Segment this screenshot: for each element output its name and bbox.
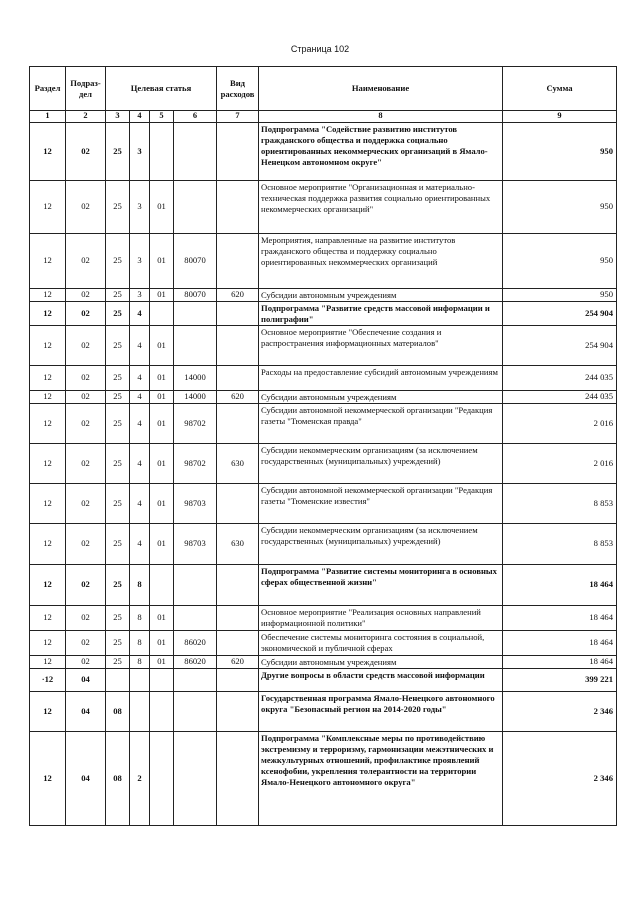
podrazdel-cell: 02	[66, 630, 106, 655]
target-code-2: 2	[130, 731, 150, 825]
name-cell: Подпрограмма "Развитие системы мониторинга в основных сферах общественной жизни"	[259, 564, 503, 605]
target-code-1: 25	[106, 325, 130, 365]
podrazdel-cell: 02	[66, 180, 106, 233]
podrazdel-cell: 02	[66, 233, 106, 288]
podrazdel-cell: 02	[66, 605, 106, 630]
podrazdel-cell: 04	[66, 731, 106, 825]
podrazdel-cell: 02	[66, 288, 106, 301]
name-cell: Подпрограмма "Комплексные меры по противодействию экстремизму и терроризму, гармонизации межэтнических и межкультурных отношений, профилактике проявлений ксенофобии, укрепления толерантности на территории Ямало-Ненецкого автономного округа"	[259, 731, 503, 825]
target-code-2: 3	[130, 233, 150, 288]
razdel-cell: 12	[30, 233, 66, 288]
budget-table	[29, 66, 617, 826]
target-code-3: 01	[150, 325, 174, 365]
vid-cell: 620	[217, 655, 259, 668]
vid-cell	[217, 668, 259, 691]
header-row	[30, 67, 617, 111]
name-cell: Субсидии автономным учреждениям	[259, 655, 503, 668]
podrazdel-cell: 02	[66, 403, 106, 443]
sum-cell: 950	[503, 288, 617, 301]
razdel-cell: 12	[30, 630, 66, 655]
target-code-4: 98702	[174, 443, 217, 483]
target-code-3: 01	[150, 233, 174, 288]
target-code-4: 98703	[174, 523, 217, 564]
target-code-2: 4	[130, 403, 150, 443]
col-number: 1	[30, 111, 66, 123]
podrazdel-cell: 02	[66, 483, 106, 523]
col-number: 9	[503, 111, 617, 123]
table-row	[30, 390, 617, 403]
target-code-3: 01	[150, 288, 174, 301]
name-cell: Основное мероприятие "Обеспечение создания и распространения информационных материалов"	[259, 325, 503, 365]
vid-cell: 620	[217, 288, 259, 301]
col-number: 8	[259, 111, 503, 123]
sum-cell: 18 464	[503, 605, 617, 630]
target-code-1: 25	[106, 390, 130, 403]
vid-cell	[217, 630, 259, 655]
target-code-3: 01	[150, 390, 174, 403]
target-code-3	[150, 564, 174, 605]
target-code-2: 4	[130, 301, 150, 325]
razdel-cell: 12	[30, 605, 66, 630]
sum-cell: 18 464	[503, 630, 617, 655]
header-sum: Сумма	[503, 67, 617, 111]
target-code-2: 3	[130, 180, 150, 233]
target-code-2: 4	[130, 483, 150, 523]
table-row	[30, 443, 617, 483]
target-code-3: 01	[150, 630, 174, 655]
target-code-4	[174, 301, 217, 325]
table-row	[30, 403, 617, 443]
razdel-cell: 12	[30, 691, 66, 731]
razdel-cell: 12	[30, 655, 66, 668]
target-code-1: 25	[106, 288, 130, 301]
vid-cell	[217, 325, 259, 365]
target-code-4: 14000	[174, 390, 217, 403]
sum-cell: 950	[503, 122, 617, 180]
podrazdel-cell: 04	[66, 691, 106, 731]
page-number: Страница 102	[290, 44, 350, 54]
table-row	[30, 180, 617, 233]
vid-cell	[217, 483, 259, 523]
sum-cell: 950	[503, 233, 617, 288]
target-code-2: 8	[130, 564, 150, 605]
target-code-4: 98702	[174, 403, 217, 443]
target-code-4: 80070	[174, 233, 217, 288]
target-code-4	[174, 731, 217, 825]
table-row	[30, 365, 617, 390]
podrazdel-cell: 02	[66, 523, 106, 564]
sum-cell: 254 904	[503, 301, 617, 325]
target-code-3	[150, 122, 174, 180]
vid-cell	[217, 233, 259, 288]
name-cell: Субсидии некоммерческим организациям (за исключением государственных (муниципальных) учреждений)	[259, 443, 503, 483]
target-code-4	[174, 180, 217, 233]
vid-cell	[217, 605, 259, 630]
header-podrazdel: Подраз-дел	[66, 67, 106, 111]
header-razdel: Раздел	[30, 67, 66, 111]
table-row	[30, 564, 617, 605]
target-code-4: 86020	[174, 655, 217, 668]
target-code-3	[150, 301, 174, 325]
target-code-3	[150, 668, 174, 691]
target-code-1: 25	[106, 483, 130, 523]
name-cell: Субсидии автономным учреждениям	[259, 390, 503, 403]
name-cell: Субсидии некоммерческим организациям (за исключением государственных (муниципальных) учреждений)	[259, 523, 503, 564]
target-code-3: 01	[150, 443, 174, 483]
target-code-4: 98703	[174, 483, 217, 523]
podrazdel-cell: 02	[66, 443, 106, 483]
razdel-cell: 12	[30, 483, 66, 523]
razdel-cell: 12	[30, 122, 66, 180]
target-code-2: 8	[130, 630, 150, 655]
target-code-3	[150, 731, 174, 825]
target-code-4	[174, 668, 217, 691]
target-code-1: 25	[106, 630, 130, 655]
name-cell: Обеспечение системы мониторинга состояния в социальной, экономической и публичной сферах	[259, 630, 503, 655]
razdel-cell: 12	[30, 325, 66, 365]
target-code-2: 8	[130, 605, 150, 630]
podrazdel-cell: 04	[66, 668, 106, 691]
table-row	[30, 655, 617, 668]
name-cell: Подпрограмма "Содействие развитию институтов гражданского общества и поддержка социально ориентированных некоммерческих организаций в Ямало-Ненецком автономном округе"	[259, 122, 503, 180]
vid-cell: 630	[217, 523, 259, 564]
table-body	[30, 122, 617, 825]
target-code-1: 25	[106, 122, 130, 180]
target-code-2: 4	[130, 523, 150, 564]
table-row	[30, 523, 617, 564]
table-row	[30, 668, 617, 691]
table-row	[30, 233, 617, 288]
table-row	[30, 301, 617, 325]
target-code-1	[106, 668, 130, 691]
podrazdel-cell: 02	[66, 122, 106, 180]
vid-cell: 620	[217, 390, 259, 403]
target-code-3: 01	[150, 655, 174, 668]
razdel-cell: ·12	[30, 668, 66, 691]
table-row	[30, 691, 617, 731]
col-number: 3	[106, 111, 130, 123]
col-number: 4	[130, 111, 150, 123]
header-name: Наименование	[259, 67, 503, 111]
target-code-4	[174, 325, 217, 365]
target-code-4: 14000	[174, 365, 217, 390]
target-code-1: 25	[106, 233, 130, 288]
sum-cell: 254 904	[503, 325, 617, 365]
target-code-2: 4	[130, 443, 150, 483]
target-code-3: 01	[150, 523, 174, 564]
sum-cell: 2 016	[503, 403, 617, 443]
sum-cell: 244 035	[503, 390, 617, 403]
name-cell: Подпрограмма "Развитие средств массовой информации и полиграфии"	[259, 301, 503, 325]
target-code-4	[174, 122, 217, 180]
target-code-4	[174, 691, 217, 731]
col-number: 6	[174, 111, 217, 123]
target-code-1: 25	[106, 605, 130, 630]
target-code-3: 01	[150, 403, 174, 443]
target-code-1: 25	[106, 523, 130, 564]
target-code-2	[130, 691, 150, 731]
razdel-cell: 12	[30, 523, 66, 564]
vid-cell	[217, 301, 259, 325]
sum-cell: 2 346	[503, 691, 617, 731]
target-code-4: 86020	[174, 630, 217, 655]
table-row	[30, 605, 617, 630]
sum-cell: 18 464	[503, 655, 617, 668]
target-code-3: 01	[150, 180, 174, 233]
target-code-1: 08	[106, 691, 130, 731]
table-row	[30, 630, 617, 655]
table-row	[30, 122, 617, 180]
target-code-4	[174, 605, 217, 630]
podrazdel-cell: 02	[66, 325, 106, 365]
target-code-3: 01	[150, 365, 174, 390]
target-code-2: 4	[130, 365, 150, 390]
vid-cell	[217, 691, 259, 731]
sum-cell: 2 016	[503, 443, 617, 483]
vid-cell	[217, 122, 259, 180]
target-code-1: 25	[106, 564, 130, 605]
col-number: 2	[66, 111, 106, 123]
target-code-2: 4	[130, 325, 150, 365]
razdel-cell: 12	[30, 288, 66, 301]
col-number: 5	[150, 111, 174, 123]
podrazdel-cell: 02	[66, 390, 106, 403]
target-code-1: 25	[106, 301, 130, 325]
name-cell: Субсидии автономной некоммерческой организации "Редакция газеты "Тюменская правда"	[259, 403, 503, 443]
razdel-cell: 12	[30, 403, 66, 443]
vid-cell	[217, 564, 259, 605]
razdel-cell: 12	[30, 443, 66, 483]
razdel-cell: 12	[30, 365, 66, 390]
name-cell: Субсидии автономной некоммерческой организации "Редакция газеты "Тюменские известия"	[259, 483, 503, 523]
sum-cell: 244 035	[503, 365, 617, 390]
target-code-1: 08	[106, 731, 130, 825]
name-cell: Другие вопросы в области средств массовой информации	[259, 668, 503, 691]
target-code-1: 25	[106, 180, 130, 233]
target-code-3	[150, 691, 174, 731]
target-code-4: 80070	[174, 288, 217, 301]
sum-cell: 399 221	[503, 668, 617, 691]
sum-cell: 950	[503, 180, 617, 233]
target-code-2: 3	[130, 122, 150, 180]
target-code-1: 25	[106, 365, 130, 390]
target-code-3: 01	[150, 605, 174, 630]
razdel-cell: 12	[30, 731, 66, 825]
target-code-3: 01	[150, 483, 174, 523]
razdel-cell: 12	[30, 564, 66, 605]
sum-cell: 18 464	[503, 564, 617, 605]
name-cell: Основное мероприятие "Реализация основных направлений информационной политики"	[259, 605, 503, 630]
razdel-cell: 12	[30, 301, 66, 325]
vid-cell: 630	[217, 443, 259, 483]
vid-cell	[217, 180, 259, 233]
name-cell: Государственная программа Ямало-Ненецкого автономного округа "Безопасный регион на 2014-2020 годы"	[259, 691, 503, 731]
column-number-row	[30, 111, 617, 123]
podrazdel-cell: 02	[66, 301, 106, 325]
sum-cell: 2 346	[503, 731, 617, 825]
table-row	[30, 325, 617, 365]
podrazdel-cell: 02	[66, 564, 106, 605]
razdel-cell: 12	[30, 390, 66, 403]
sum-cell: 8 853	[503, 483, 617, 523]
name-cell: Мероприятия, направленные на развитие институтов гражданского общества и поддержку социально ориентированных некоммерческих организаций	[259, 233, 503, 288]
podrazdel-cell: 02	[66, 365, 106, 390]
table-row	[30, 731, 617, 825]
target-code-2: 4	[130, 390, 150, 403]
target-code-2: 8	[130, 655, 150, 668]
vid-cell	[217, 403, 259, 443]
name-cell: Субсидии автономным учреждениям	[259, 288, 503, 301]
target-code-1: 25	[106, 443, 130, 483]
name-cell: Основное мероприятие "Организационная и материально-техническая поддержка развития социально ориентированных некоммерческих организаций"	[259, 180, 503, 233]
vid-cell	[217, 365, 259, 390]
target-code-2	[130, 668, 150, 691]
target-code-2: 3	[130, 288, 150, 301]
table-row	[30, 483, 617, 523]
razdel-cell: 12	[30, 180, 66, 233]
podrazdel-cell: 02	[66, 655, 106, 668]
vid-cell	[217, 731, 259, 825]
target-code-1: 25	[106, 655, 130, 668]
target-code-1: 25	[106, 403, 130, 443]
header-vid: Вид расходов	[217, 67, 259, 111]
target-code-4	[174, 564, 217, 605]
header-target-article: Целевая статья	[106, 67, 217, 111]
name-cell: Расходы на предоставление субсидий автономным учреждениям	[259, 365, 503, 390]
sum-cell: 8 853	[503, 523, 617, 564]
table-row	[30, 288, 617, 301]
col-number: 7	[217, 111, 259, 123]
